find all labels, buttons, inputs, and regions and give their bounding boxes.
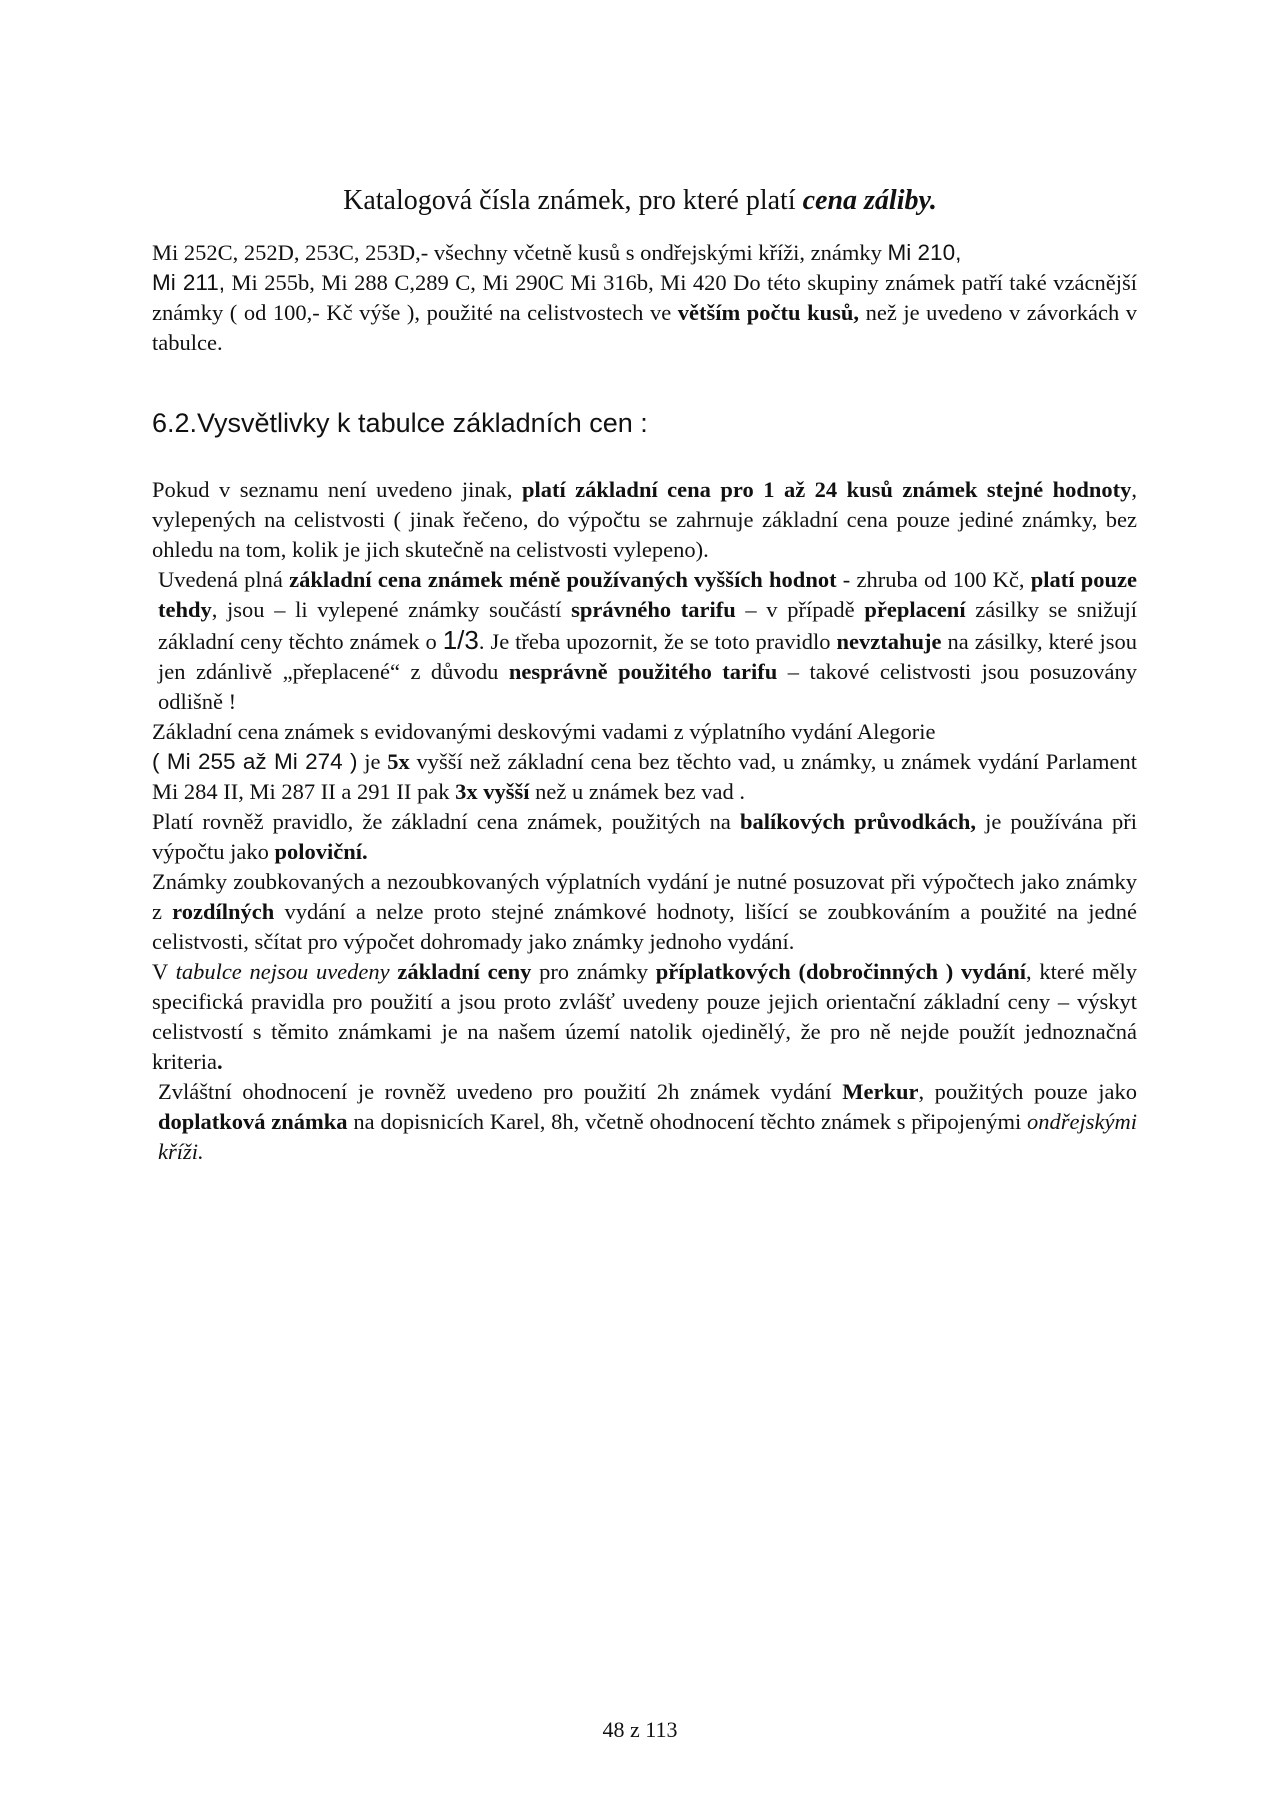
paragraph-4: Platí rovněž pravidlo, že základní cena známek, použitých na balíkových průvodkách, je používána při výpočtu jako poloviční. (152, 809, 1137, 864)
page-number: 48 z 113 (602, 1717, 678, 1742)
paragraph-2: Uvedená plná základní cena známek méně používaných vyšších hodnot - zhruba od 100 Kč, platí pouze tehdy, jsou – li vylepené známky součástí správného tarifu – v případě přeplacení zásilky se snižují základní ceny těchto známek o 1/3. Je třeba upozornit, že se toto pravidlo nevztahuje na zásilky, které jsou jen zdánlivě „přeplacené“ z důvodu nesprávně použitého tarifu – takové celistvosti jsou posuzovány odlišně ! (158, 567, 1138, 714)
page-title (0, 183, 1280, 219)
title-emphasis: cena záliby. (802, 185, 937, 216)
intro-text-1: Mi 252C, 252D, 253C, 253D,- všechny včetně kusů s ondřejskými kříži, známky (152, 240, 888, 265)
paragraph-6: V tabulce nejsou uvedeny základní ceny pro známky příplatkových (dobročinných ) vydání, které měly specifická pravidla pro použití a jsou proto zvlášť uvedeny pouze jejich orientační základní ceny – výskyt celistvostí s těmito známkami je na našem území natolik ojedinělý, že pro ně nejde použít jednoznačná kriteria. (152, 959, 1138, 1074)
section-heading: 6.2.Vysvětlivky k tabulce základních cen : (152, 408, 648, 438)
intro-text-2: Mi 210, (887, 240, 962, 265)
title-text: Katalogová čísla známek, pro které platí (343, 185, 803, 216)
intro-text-4: Mi 255b, Mi 288 C,289 C, Mi 290C Mi 316b, Mi 420 Do této skupiny známek patří také vzácnější známky ( od 100,- Kč výše ), použité na celistvostech ve (152, 270, 1137, 325)
paragraph-5: Známky zoubkovaných a nezoubkovaných výplatních vydání je nutné posuzovat při výpočtech jako známky z rozdílných vydání a nelze proto stejné známkové hodnoty, lišící se zoubkováním a použité na jedné celistvosti, sčítat pro výpočet dohromady jako známky jednoho vydání. (152, 869, 1137, 954)
intro-paragraph (152, 238, 1137, 358)
intro-bold: větším počtu kusů, (677, 300, 860, 325)
intro-text-5: než je uvedeno v závorkách v tabulce. (152, 300, 1138, 355)
explanations (152, 475, 1137, 1167)
paragraph-7: Zvláštní ohodnocení je rovněž uvedeno pro použití 2h známek vydání Merkur, použitých pouze jako doplatková známka na dopisnicích Karel, 8h, včetně ohodnocení těchto známek s připojenými ondřejskými kříži. (158, 1079, 1137, 1164)
intro-text-3: Mi 211, (152, 270, 225, 295)
paragraph-1: Pokud v seznamu není uvedeno jinak, platí základní cena pro 1 až 24 kusů známek stejné hodnoty, vylepených na celistvosti ( jinak řečeno, do výpočtu se zahrnuje základní cena pouze jediné známky, bez ohledu na tom, kolik je jich skutečně na celistvosti vylepeno). (152, 477, 1138, 562)
paragraph-3: Základní cena známek s evidovanými deskovými vadami z výplatního vydání Alegorie ( Mi 255 až Mi 274 ) je 5x vyšší než základní cena bez těchto vad, u známky, u známek vydání Parlament Mi 284 II, Mi 287 II a 291 II pak 3x vyšší než u známek bez vad . (152, 719, 1137, 804)
